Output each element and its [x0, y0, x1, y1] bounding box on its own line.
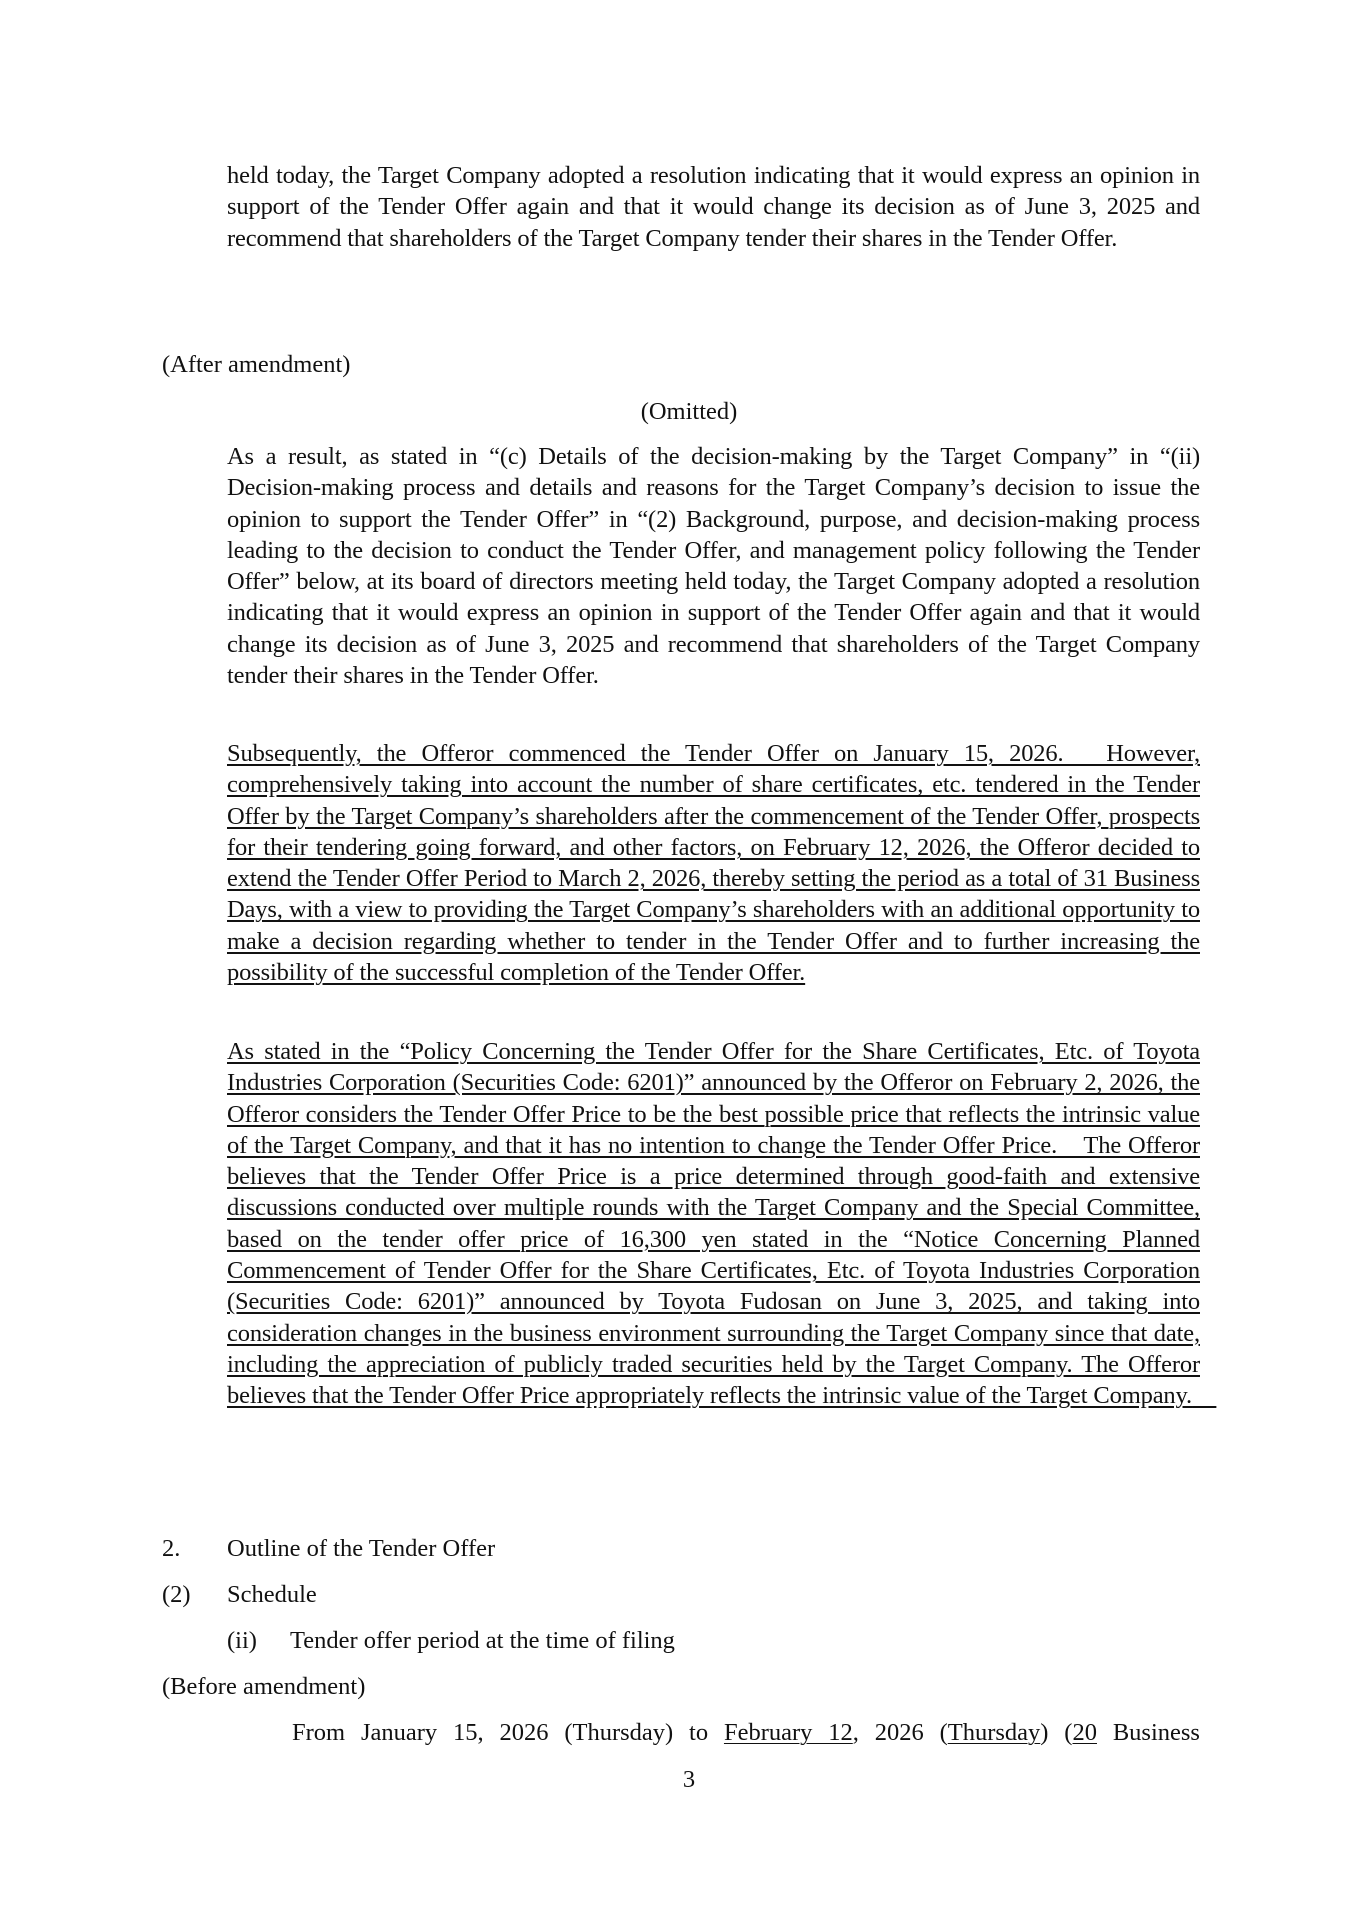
after-amendment-label: (After amendment): [162, 351, 351, 378]
period-text-year: , 2026 (: [852, 1719, 948, 1746]
item-ii-number: (ii): [227, 1627, 257, 1654]
after-amendment-paragraph-2-amended: Subsequently, the Offeror commenced the Tender Offer on January 15, 2026. However, comprehensively taking into account the number of share certificates, etc. tendered in the Tender Offer by the Target Company’s shareholders after the commencement of the Tender Offer, prospects for their tendering going forward, and other factors, on February 12, 2026, the Offeror decided to extend the Tender Offer Period to March 2, 2026, thereby setting the period as a total of 31 Business Days, with a view to providing the Target Company’s shareholders with an additional opportunity to make a decision regarding whether to tender in the Tender Offer and to further increasing the possibility of the successful completion of the Tender Offer.: [227, 740, 1200, 987]
subsection-2-number: (2): [162, 1581, 191, 1608]
section-2-title: Outline of the Tender Offer: [227, 1535, 496, 1562]
period-text-start: From January 15, 2026 (Thursday) to: [292, 1719, 724, 1746]
tender-offer-period-line: [292, 1717, 1200, 1748]
after-amendment-paragraph-3-amended: As stated in the “Policy Concerning the Tender Offer for the Share Certificates, Etc. of Toyota Industries Corporation (Securities Code: 6201)” announced by the Offeror on February 2, 2026, the Offeror considers the Tender Offer Price to be the best possible price that reflects the intrinsic value of the Target Company, and that it has no intention to change the Tender Offer Price. The Offeror believes that the Tender Offer Price is a price determined through good-faith and extensive discussions conducted over multiple rounds with the Target Company and the Special Committee, based on the tender offer price of 16,300 yen stated in the “Notice Concerning Planned Commencement of Tender Offer for the Share Certificates, Etc. of Toyota Industries Corporation (Securities Code: 6201)” announced by Toyota Fudosan on June 3, 2025, and taking into consideration changes in the business environment surrounding the Target Company since that date, including the appreciation of publicly traded securities held by the Target Company. The Offeror believes that the Tender Offer Price appropriately reflects the intrinsic value of the Target Company.: [227, 1038, 1217, 1410]
subsection-2-title: Schedule: [227, 1581, 317, 1608]
before-amendment-label: (Before amendment): [162, 1673, 366, 1700]
omitted-label: (Omitted): [640, 398, 738, 425]
page-number: 3: [682, 1766, 696, 1793]
period-business-days-amended: 20: [1072, 1719, 1097, 1746]
period-end-date-amended: February 12: [723, 1719, 853, 1746]
period-text-business: Business: [1096, 1719, 1200, 1746]
period-text-paren: ) (: [1040, 1719, 1073, 1746]
section-2-number: 2.: [162, 1535, 181, 1562]
item-ii-title: Tender offer period at the time of filing: [290, 1627, 675, 1654]
after-amendment-paragraph-1: As a result, as stated in “(c) Details of the decision-making by the Target Company” in “(ii) Decision-making process and details and reasons for the Target Company’s decision to issue the opinion to support the Tender Offer” in “(2) Background, purpose, and decision-making process leading to the decision to conduct the Tender Offer, and management policy following the Tender Offer” below, at its board of directors meeting held today, the Target Company adopted a resolution indicating that it would express an opinion in support of the Tender Offer again and that it would change its decision as of June 3, 2025 and recommend that shareholders of the Target Company tender their shares in the Tender Offer.: [227, 443, 1200, 690]
continued-paragraph: held today, the Target Company adopted a resolution indicating that it would express an opinion in support of the Tender Offer again and that it would change its decision as of June 3, 2025 and recommend that shareholders of the Target Company tender their shares in the Tender Offer.: [227, 162, 1200, 252]
period-end-weekday-amended: Thursday: [947, 1719, 1041, 1746]
